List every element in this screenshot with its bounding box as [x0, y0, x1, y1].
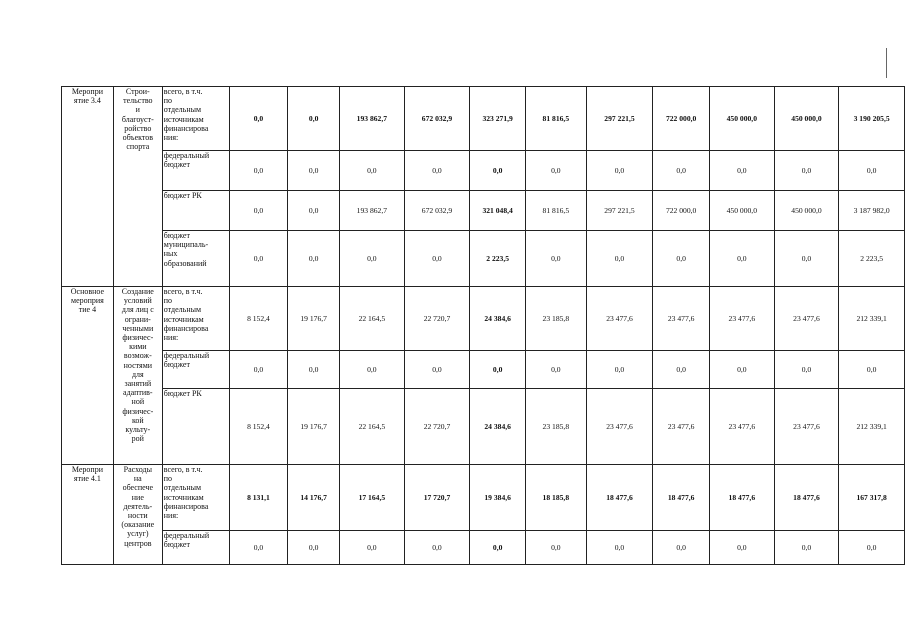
value-cell	[404, 151, 470, 191]
value-cell-text: 0,0	[432, 253, 442, 263]
value-cell-text: 23 477,6	[667, 421, 695, 431]
value-cell-text: 18 477,6	[728, 492, 756, 502]
value-cell	[839, 191, 905, 231]
table-row	[62, 351, 905, 389]
value-cell	[340, 287, 405, 351]
funding-source-cell	[162, 531, 229, 565]
value-cell	[229, 151, 288, 191]
value-cell	[404, 231, 470, 287]
value-cell-text: 167 317,8	[856, 492, 887, 502]
value-cell	[586, 231, 653, 287]
value-cell-text: 0,0	[308, 113, 319, 123]
value-cell	[229, 231, 288, 287]
value-cell	[288, 465, 340, 531]
value-cell	[288, 87, 340, 151]
funding-source-cell	[162, 389, 229, 465]
value-cell	[404, 389, 470, 465]
value-cell-text: 193 862,7	[356, 113, 388, 123]
value-cell	[586, 191, 653, 231]
value-cell	[526, 231, 587, 287]
value-cell	[229, 351, 288, 389]
value-cell	[340, 151, 405, 191]
value-cell	[774, 465, 839, 531]
value-cell	[710, 465, 775, 531]
value-cell	[839, 151, 905, 191]
value-cell	[404, 191, 470, 231]
value-cell	[774, 151, 839, 191]
value-cell	[653, 87, 710, 151]
value-cell-text: 0,0	[367, 364, 377, 374]
value-cell-text: 0,0	[551, 165, 561, 175]
value-cell-text: 23 477,6	[728, 313, 756, 323]
value-cell	[526, 465, 587, 531]
value-cell-text: 18 185,8	[542, 492, 570, 502]
value-cell-text: 0,0	[801, 253, 812, 263]
table-row	[62, 287, 905, 351]
value-cell-text: 0,0	[253, 165, 264, 175]
value-cell	[710, 231, 775, 287]
value-cell-text: 0,0	[308, 205, 319, 215]
measure-cell-text: Основное мероприя тие 4	[70, 287, 105, 315]
value-cell	[526, 389, 587, 465]
value-cell-text: 0,0	[308, 165, 319, 175]
value-cell-text: 0,0	[801, 542, 812, 552]
value-cell	[774, 191, 839, 231]
description-cell	[113, 287, 162, 465]
value-cell	[586, 151, 653, 191]
value-cell-text: 0,0	[308, 253, 319, 263]
value-cell	[404, 465, 470, 531]
value-cell-text: 18 477,6	[793, 492, 820, 502]
value-cell	[774, 531, 839, 565]
value-cell-text: 0,0	[866, 165, 877, 175]
value-cell	[288, 287, 340, 351]
value-cell-text: 0,0	[676, 253, 686, 263]
funding-source-cell	[162, 287, 229, 351]
value-cell	[526, 351, 587, 389]
table-row	[62, 465, 905, 531]
funding-source-cell	[162, 191, 229, 231]
value-cell-text: 0,0	[253, 205, 264, 215]
value-cell	[710, 389, 775, 465]
value-cell-text: 2 223,5	[860, 253, 884, 263]
value-cell-text: 0,0	[253, 364, 264, 374]
table-row	[62, 87, 905, 151]
value-cell-text: 0,0	[551, 364, 561, 374]
value-cell	[839, 351, 905, 389]
value-cell-text: 0,0	[253, 542, 264, 552]
value-cell	[774, 389, 839, 465]
value-cell	[404, 87, 470, 151]
value-cell-text: 297 221,5	[604, 205, 635, 215]
value-cell-text: 0,0	[676, 165, 686, 175]
value-cell-text: 0,0	[866, 364, 877, 374]
funding-source-cell-text: всего, в т.ч. по отдельным источникам финансирова ния:	[163, 465, 209, 521]
value-cell	[470, 87, 526, 151]
value-cell	[710, 87, 775, 151]
value-cell	[340, 531, 405, 565]
measure-cell	[62, 287, 114, 465]
value-cell-text: 0,0	[492, 364, 503, 374]
value-cell	[586, 87, 653, 151]
description-cell-text: Создание условий для лиц с ограни- ченными физичес- кими возмож- ностями для занятий адаптив- ной физичес- кой культу- рой	[121, 287, 154, 444]
value-cell-text: 0,0	[866, 542, 877, 552]
value-cell	[288, 191, 340, 231]
value-cell-text: 0,0	[367, 165, 377, 175]
value-cell-text: 8 152,4	[247, 421, 270, 431]
value-cell	[526, 87, 587, 151]
value-cell-text: 0,0	[737, 253, 747, 263]
funding-source-cell-text: федеральный бюджет	[163, 531, 210, 550]
value-cell-text: 0,0	[737, 542, 747, 552]
value-cell-text: 212 339,1	[856, 421, 887, 431]
value-cell	[710, 531, 775, 565]
value-cell	[288, 351, 340, 389]
value-cell-text: 193 862,7	[356, 205, 388, 215]
value-cell-text: 23 477,6	[606, 313, 633, 323]
value-cell-text: 22 720,7	[423, 421, 451, 431]
table-row	[62, 231, 905, 287]
value-cell-text: 81 816,5	[542, 113, 570, 123]
value-cell-text: 0,0	[253, 253, 264, 263]
value-cell	[404, 351, 470, 389]
value-cell-text: 23 477,6	[793, 421, 820, 431]
value-cell-text: 450 000,0	[791, 113, 822, 123]
value-cell	[526, 287, 587, 351]
value-cell-text: 722 000,0	[665, 113, 697, 123]
value-cell	[229, 191, 288, 231]
description-cell-text: Строи- тельство и благоуст- ройство объектов спорта	[121, 87, 154, 152]
value-cell	[586, 389, 653, 465]
value-cell	[340, 231, 405, 287]
value-cell	[229, 531, 288, 565]
value-cell-text: 450 000,0	[726, 113, 757, 123]
value-cell-text: 18 477,6	[606, 492, 633, 502]
funding-source-cell-text: федеральный бюджет	[163, 351, 210, 370]
value-cell	[288, 151, 340, 191]
value-cell-text: 297 221,5	[604, 113, 635, 123]
value-cell-text: 321 048,4	[482, 205, 513, 215]
value-cell-text: 24 384,6	[484, 421, 511, 431]
value-cell-text: 23 477,6	[728, 421, 756, 431]
margin-line	[886, 48, 887, 78]
value-cell-text: 0,0	[308, 542, 319, 552]
value-cell-text: 0,0	[432, 364, 442, 374]
value-cell	[586, 531, 653, 565]
value-cell-text: 0,0	[367, 542, 377, 552]
table-row	[62, 191, 905, 231]
value-cell	[839, 389, 905, 465]
value-cell-text: 450 000,0	[791, 205, 822, 215]
value-cell-text: 8 131,1	[247, 492, 270, 502]
funding-source-cell	[162, 351, 229, 389]
value-cell-text: 0,0	[801, 165, 812, 175]
value-cell-text: 8 152,4	[247, 313, 270, 323]
table-row	[62, 151, 905, 191]
value-cell	[586, 351, 653, 389]
value-cell-text: 22 164,5	[358, 313, 386, 323]
value-cell-text: 19 176,7	[300, 421, 327, 431]
value-cell	[839, 287, 905, 351]
budget-table	[61, 86, 905, 565]
value-cell-text: 0,0	[676, 364, 686, 374]
measure-cell	[62, 87, 114, 287]
value-cell	[710, 191, 775, 231]
table-row	[62, 389, 905, 465]
value-cell	[340, 389, 405, 465]
value-cell	[470, 231, 526, 287]
value-cell	[229, 389, 288, 465]
value-cell	[839, 465, 905, 531]
value-cell-text: 23 185,8	[542, 421, 570, 431]
description-cell	[113, 465, 162, 565]
value-cell	[470, 191, 526, 231]
value-cell	[404, 531, 470, 565]
value-cell-text: 18 477,6	[667, 492, 695, 502]
value-cell-text: 672 032,9	[421, 113, 453, 123]
value-cell-text: 3 187 982,0	[853, 205, 890, 215]
value-cell-text: 0,0	[551, 542, 561, 552]
value-cell-text: 0,0	[551, 253, 561, 263]
value-cell	[653, 151, 710, 191]
value-cell-text: 722 000,0	[665, 205, 697, 215]
value-cell-text: 3 190 205,5	[853, 113, 890, 123]
value-cell	[653, 231, 710, 287]
value-cell	[774, 231, 839, 287]
value-cell-text: 0,0	[614, 253, 625, 263]
value-cell-text: 22 164,5	[358, 421, 386, 431]
value-cell-text: 23 477,6	[667, 313, 695, 323]
value-cell-text: 212 339,1	[856, 313, 887, 323]
value-cell	[526, 151, 587, 191]
value-cell-text: 0,0	[614, 542, 625, 552]
funding-source-cell-text: всего, в т.ч. по отдельным источникам финансирова ния:	[163, 287, 209, 343]
value-cell	[586, 465, 653, 531]
value-cell-text: 0,0	[676, 542, 686, 552]
value-cell	[340, 465, 405, 531]
measure-cell	[62, 465, 114, 565]
value-cell	[774, 351, 839, 389]
value-cell	[839, 531, 905, 565]
value-cell-text: 23 477,6	[793, 313, 820, 323]
value-cell-text: 0,0	[737, 364, 747, 374]
value-cell-text: 672 032,9	[421, 205, 453, 215]
funding-source-cell	[162, 465, 229, 531]
value-cell	[653, 389, 710, 465]
funding-source-cell-text: бюджет РК	[163, 191, 202, 200]
value-cell	[340, 87, 405, 151]
value-cell-text: 23 477,6	[606, 421, 633, 431]
value-cell-text: 22 720,7	[423, 313, 451, 323]
value-cell	[470, 531, 526, 565]
value-cell-text: 14 176,7	[300, 492, 327, 502]
value-cell	[774, 87, 839, 151]
value-cell-text: 0,0	[801, 364, 812, 374]
value-cell	[288, 231, 340, 287]
value-cell-text: 23 185,8	[542, 313, 570, 323]
measure-cell-text: Меропри ятие 3.4	[71, 87, 103, 106]
value-cell-text: 2 223,5	[486, 253, 510, 263]
table-body	[62, 87, 905, 565]
value-cell	[404, 287, 470, 351]
funding-source-cell-text: федеральный бюджет	[163, 151, 210, 170]
value-cell	[288, 531, 340, 565]
measure-cell-text: Меропри ятие 4.1	[71, 465, 103, 484]
table-row	[62, 531, 905, 565]
value-cell-text: 0,0	[614, 165, 625, 175]
value-cell	[774, 287, 839, 351]
funding-source-cell	[162, 87, 229, 151]
value-cell	[470, 465, 526, 531]
value-cell-text: 0,0	[492, 165, 503, 175]
value-cell	[710, 151, 775, 191]
value-cell-text: 17 720,7	[423, 492, 451, 502]
value-cell-text: 0,0	[492, 542, 503, 552]
value-cell-text: 323 271,9	[482, 113, 513, 123]
value-cell	[470, 287, 526, 351]
value-cell	[839, 87, 905, 151]
value-cell	[229, 87, 288, 151]
funding-source-cell	[162, 231, 229, 287]
value-cell	[470, 151, 526, 191]
value-cell-text: 450 000,0	[726, 205, 757, 215]
value-cell-text: 0,0	[614, 364, 625, 374]
value-cell-text: 0,0	[253, 113, 264, 123]
funding-source-cell-text: всего, в т.ч. по отдельным источникам финансирова ния:	[163, 87, 209, 143]
value-cell	[526, 191, 587, 231]
value-cell	[653, 287, 710, 351]
value-cell-text: 0,0	[432, 165, 442, 175]
value-cell	[839, 231, 905, 287]
value-cell-text: 0,0	[737, 165, 747, 175]
value-cell	[340, 351, 405, 389]
value-cell	[340, 191, 405, 231]
value-cell	[653, 531, 710, 565]
value-cell-text: 19 384,6	[484, 492, 511, 502]
value-cell-text: 81 816,5	[542, 205, 570, 215]
value-cell-text: 0,0	[367, 253, 377, 263]
value-cell-text: 17 164,5	[358, 492, 386, 502]
value-cell-text: 0,0	[308, 364, 319, 374]
value-cell-text: 0,0	[432, 542, 442, 552]
value-cell	[470, 389, 526, 465]
funding-source-cell	[162, 151, 229, 191]
value-cell	[710, 351, 775, 389]
description-cell	[113, 87, 162, 287]
value-cell-text: 24 384,6	[484, 313, 511, 323]
value-cell	[586, 287, 653, 351]
value-cell-text: 19 176,7	[300, 313, 327, 323]
value-cell	[470, 351, 526, 389]
value-cell	[653, 191, 710, 231]
value-cell	[710, 287, 775, 351]
funding-source-cell-text: бюджет муниципаль- ных образований	[163, 231, 209, 268]
description-cell-text: Расходы на обеспече ние деятель- ности (оказание услуг) центров	[121, 465, 155, 548]
funding-source-cell-text: бюджет РК	[163, 389, 202, 398]
value-cell	[653, 465, 710, 531]
value-cell	[229, 287, 288, 351]
value-cell	[526, 531, 587, 565]
value-cell	[653, 351, 710, 389]
value-cell	[229, 465, 288, 531]
value-cell	[288, 389, 340, 465]
